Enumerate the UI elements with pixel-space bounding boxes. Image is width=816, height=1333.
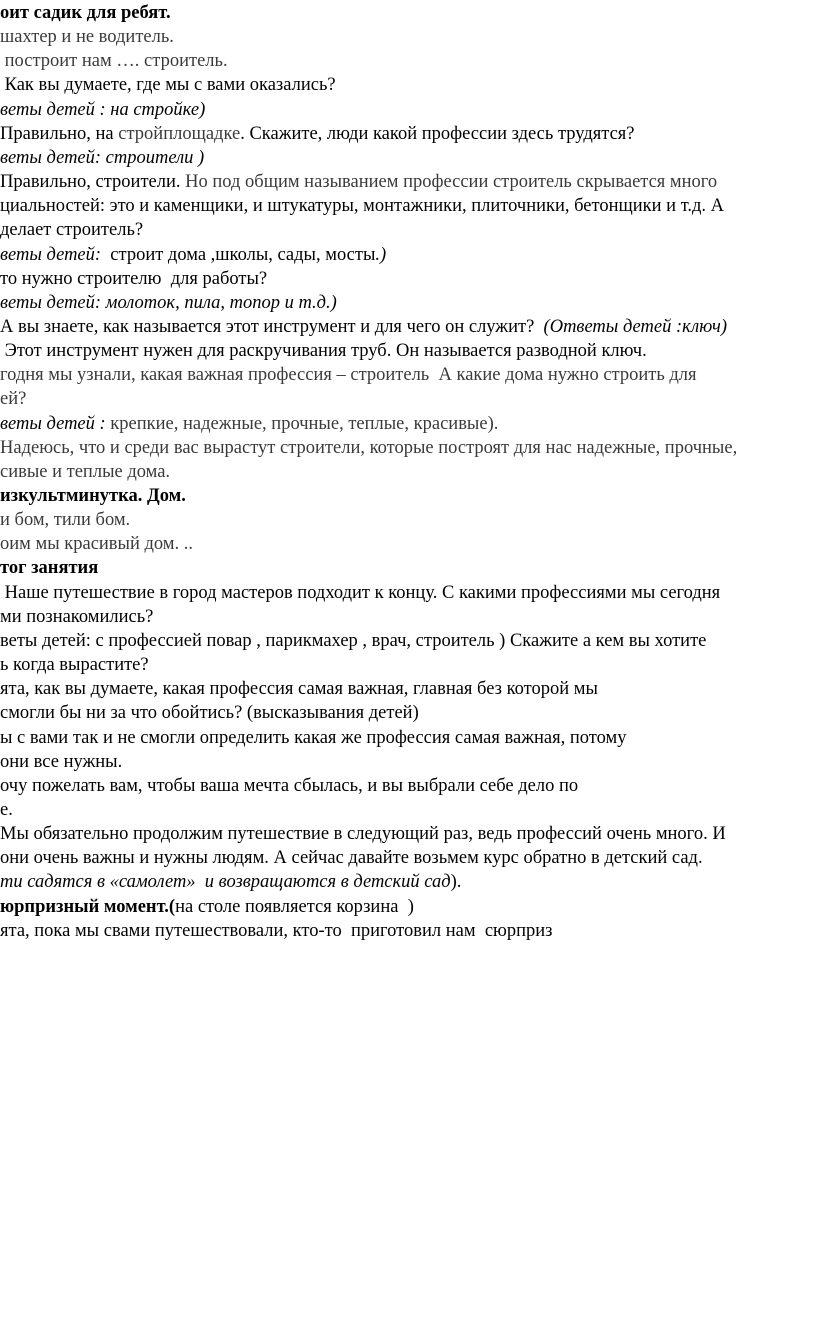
text-line <box>0 508 130 532</box>
text-run: крепкие, надежные, прочные, теплые, красивые). <box>110 413 499 434</box>
text-line <box>0 460 170 484</box>
text-line <box>0 798 13 822</box>
text-line <box>0 387 26 411</box>
text-run: ми познакомились? <box>0 606 154 627</box>
text-run: . Скажите, люди какой профессии здесь трудятся? <box>240 123 635 144</box>
text-line <box>0 653 149 677</box>
text-run: ята, пока мы свами путешествовали, кто-то приготовил нам сюрприз <box>0 920 553 941</box>
text-line <box>0 243 386 267</box>
text-line <box>0 194 724 218</box>
text-line <box>0 895 414 919</box>
text-run: они очень важны и нужны людям. А сейчас давайте возьмем курс обратно в детский сад. <box>0 848 703 869</box>
text-run: ти садятся в «самолет» и возвращаются в детский сад <box>0 872 451 893</box>
text-run: .) <box>375 244 387 265</box>
text-run: они все нужны. <box>0 751 123 772</box>
text-run: тог занятия <box>0 558 99 579</box>
text-line <box>0 484 186 508</box>
text-line <box>0 581 720 605</box>
text-run: ята, как вы думаете, какая профессия самая важная, главная без которой мы <box>0 679 598 700</box>
text-run: веты детей : на стройке) <box>0 99 206 120</box>
text-run: Как вы думаете, где мы с вами оказались? <box>0 75 336 96</box>
text-run: веты детей: <box>0 244 106 265</box>
text-line <box>0 919 552 943</box>
text-line <box>0 556 98 580</box>
text-run: оим мы красивый дом. .. <box>0 534 194 555</box>
text-line <box>0 629 706 653</box>
text-line <box>0 218 143 242</box>
text-line <box>0 98 205 122</box>
text-line <box>0 122 635 146</box>
text-run: очу пожелать вам, чтобы ваша мечта сбылась, и вы выбрали себе дело по <box>0 775 579 796</box>
text-line <box>0 363 697 387</box>
text-run: е. <box>0 799 13 820</box>
text-run: А вы знаете, как называется этот инструмент и для чего он служит? <box>0 316 544 337</box>
text-run: веты детей: молоток, пила, топор и т.д.) <box>0 292 337 313</box>
text-line <box>0 436 737 460</box>
text-run: Правильно, на <box>0 123 119 144</box>
text-run: ). <box>450 872 462 893</box>
text-run: Но под общим называнием профессии строитель скрывается много <box>185 172 718 192</box>
text-run: Наше путешествие в город мастеров подходит к концу. С какими профессиями мы сегодня <box>0 582 721 603</box>
text-line <box>0 170 717 194</box>
text-line <box>0 315 727 339</box>
text-run: на столе появляется корзина ) <box>175 896 414 917</box>
text-run: юрпризный момент.( <box>0 896 176 917</box>
text-line <box>0 846 703 870</box>
text-line <box>0 822 726 846</box>
text-line <box>0 412 498 436</box>
text-run: Этот инструмент нужен для раскручивания труб. Он называется разводной ключ. <box>0 341 647 362</box>
text-run: годня мы узнали, какая важная профессия – строитель А какие дома нужно строить для <box>0 365 697 386</box>
text-line <box>0 291 337 315</box>
text-run: ь когда вырастите? <box>0 655 149 675</box>
text-run: делает строитель? <box>0 220 144 241</box>
text-run: сивые и теплые дома. <box>0 461 171 482</box>
text-line <box>0 1 171 25</box>
text-line <box>0 750 122 774</box>
text-line <box>0 677 598 701</box>
text-line <box>0 73 336 97</box>
text-run: оит садик для ребят. <box>0 3 171 23</box>
text-line <box>0 532 193 556</box>
text-run: то нужно строителю для работы? <box>0 268 268 289</box>
text-line <box>0 146 204 170</box>
text-run: строит дома ,школы, сады, мосты <box>105 244 376 265</box>
text-run: шахтер и не водитель. <box>0 27 174 48</box>
text-run: (Ответы детей :ключ) <box>543 316 727 337</box>
text-run: Надеюсь, что и среди вас вырастут строители, которые построят для нас надежные, прочные, <box>0 437 738 458</box>
text-run: циальностей: это и каменщики, и штукатуры, монтажники, плиточники, бетонщики и т.д. А <box>0 196 725 217</box>
text-line <box>0 25 174 49</box>
text-line <box>0 870 461 894</box>
text-run: веты детей: с профессией повар , парикмахер , врач, строитель ) Скажите а кем вы хотите <box>0 630 707 651</box>
text-run: ей? <box>0 389 27 410</box>
text-line <box>0 605 153 629</box>
text-line <box>0 267 267 291</box>
text-run: Мы обязательно продолжим путешествие в следующий раз, ведь профессий очень много. И <box>0 824 726 845</box>
text-line <box>0 701 419 725</box>
text-run: изкультминутка. Дом. <box>0 486 186 506</box>
text-run: веты детей : <box>0 413 111 434</box>
text-run: смогли бы ни за что обойтись? (высказывания детей) <box>0 703 419 724</box>
text-line <box>0 49 228 73</box>
text-run: стройплощадке <box>118 123 241 144</box>
text-line <box>0 726 626 750</box>
text-line <box>0 774 578 798</box>
text-run: веты детей: строители ) <box>0 147 205 168</box>
text-line <box>0 339 647 363</box>
text-run: и бом, тили бом. <box>0 510 131 531</box>
text-run: построит нам …. строитель. <box>0 51 228 72</box>
text-run: ы с вами так и не смогли определить какая же профессия самая важная, потому <box>0 727 627 748</box>
text-run: Правильно, строители. <box>0 172 186 192</box>
